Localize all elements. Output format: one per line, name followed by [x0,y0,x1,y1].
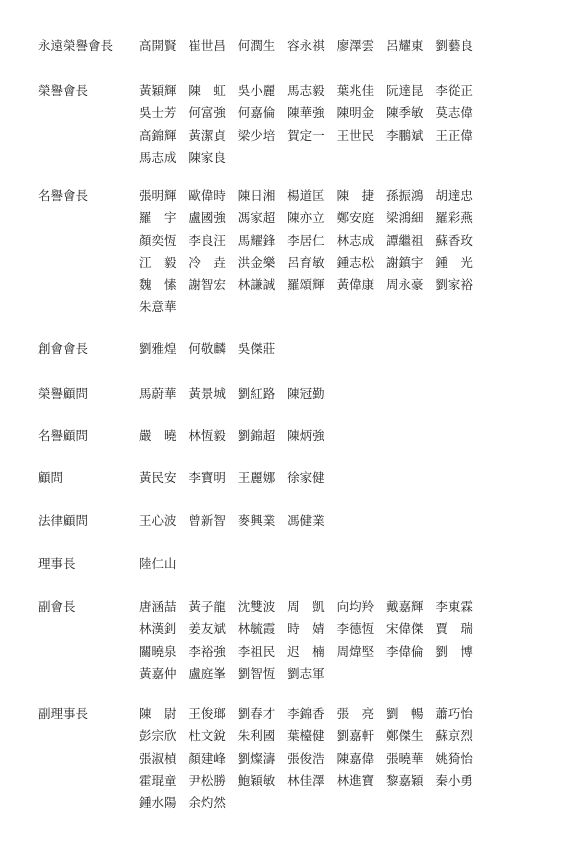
person-name: 歐偉時 [188,188,226,203]
name-list [139,553,489,575]
person-name: 麥興業 [237,513,276,528]
person-name: 陳嘉偉 [336,750,375,766]
person-name: 葉檯健 [287,728,325,744]
person-name: 馮家超 [237,210,276,226]
name-list [139,703,489,814]
name-row [139,230,489,252]
person-name: 羅頌輝 [287,277,325,293]
name-row [139,207,489,229]
name-row [139,125,489,147]
person-name: 李偉倫 [385,643,424,659]
person-name: 陳季敏 [385,105,424,121]
person-name: 高錦輝 [139,127,177,143]
person-name: 馬志成 [139,149,177,165]
name-list [139,35,489,57]
person-name: 江 毅 [139,254,177,270]
person-name: 鮑穎敏 [237,772,276,788]
person-name: 王心波 [139,513,177,528]
person-name: 黃民安 [139,470,177,485]
person-name: 何潤生 [237,38,276,53]
person-name: 霍琨童 [139,772,177,788]
person-name: 李錦香 [287,706,325,721]
person-name: 劉志軍 [287,665,325,681]
role-title: 創會會長 [38,341,89,356]
person-name: 周永豪 [385,277,424,293]
role-title: 副理事長 [38,706,89,721]
name-row [139,641,489,663]
person-name: 賀定一 [287,127,325,143]
person-name: 劉紅路 [237,386,276,401]
name-list [139,467,489,489]
person-name: 林毓霞 [237,621,276,637]
person-name: 陳華強 [287,105,325,121]
person-name: 李從正 [435,83,473,98]
person-name: 秦小勇 [435,772,473,788]
person-name: 王世民 [336,127,375,143]
person-name: 李祖民 [237,643,276,659]
person-name: 劉嘉軒 [336,728,375,744]
name-list [139,80,489,169]
person-name: 賈 瑞 [435,621,473,637]
person-name: 黃子龍 [188,599,226,614]
person-name: 陳 尉 [139,706,177,721]
person-name: 林漢釗 [139,621,177,637]
name-row [139,274,489,296]
person-name: 劉家裕 [435,277,473,293]
role-title: 永遠榮譽會長 [38,38,114,53]
name-list [139,338,489,360]
name-row [139,770,489,792]
name-row [139,252,489,274]
person-name: 梁鴻細 [385,210,424,226]
person-name: 呂耀東 [385,38,424,53]
person-name: 顏奕恆 [139,232,177,248]
person-name: 魏 愫 [139,277,177,293]
person-name: 黃嘉仲 [139,665,177,681]
person-name: 曾新智 [188,513,226,528]
person-name: 陳炳強 [287,428,325,443]
name-row [139,296,489,318]
person-name: 李東霖 [435,599,473,614]
person-name: 胡達忠 [435,188,473,203]
person-name: 劉 博 [435,643,473,659]
name-row [139,596,489,618]
name-row [139,510,489,532]
name-row [139,618,489,640]
person-name: 姜友斌 [188,621,226,637]
person-name: 冷 垚 [188,254,226,270]
role-title: 名譽顧問 [38,428,89,443]
person-name: 李寶明 [188,470,226,485]
person-name: 林志成 [336,232,375,248]
person-name: 林恆毅 [188,428,226,443]
person-name: 謝智宏 [188,277,226,293]
name-row [139,467,489,489]
person-name: 黃穎輝 [139,83,177,98]
person-name: 謝鎮宇 [385,254,424,270]
person-name: 容永祺 [287,38,325,53]
person-name: 李裕強 [188,643,226,659]
person-name: 陳日湘 [237,188,276,203]
person-name: 黃偉康 [336,277,375,293]
person-name: 張曉華 [385,750,424,766]
person-name: 馬耀鋒 [237,232,276,248]
person-name: 黃景城 [188,386,226,401]
person-name: 劉燦濤 [237,750,276,766]
person-name: 劉雅煌 [139,341,177,356]
person-name: 劉 暢 [385,706,424,721]
person-name: 向均羚 [336,599,375,614]
person-name: 孫振鴻 [385,188,424,203]
person-name: 余灼然 [188,795,226,811]
person-name: 嚴 曉 [139,428,177,443]
person-name: 林謙誠 [237,277,276,293]
person-name: 王正偉 [435,127,473,143]
person-name: 羅 宇 [139,210,177,226]
person-name: 蘇香玫 [435,232,473,248]
name-row [139,147,489,169]
person-name: 陳明金 [336,105,375,121]
person-name: 沈雙波 [237,599,276,614]
person-name: 盧庭峯 [188,665,226,681]
name-list [139,510,489,532]
person-name: 葉兆佳 [336,83,375,98]
person-name: 徐家健 [287,470,325,485]
name-list [139,185,489,319]
name-list [139,425,489,447]
person-name: 迟 楠 [287,643,325,659]
person-name: 羅彩燕 [435,210,473,226]
person-name: 阮達昆 [385,83,424,98]
name-row [139,102,489,124]
person-name: 陳冠勤 [287,386,325,401]
name-row [139,748,489,770]
person-name: 洪金樂 [237,254,276,270]
person-name: 盧國強 [188,210,226,226]
person-name: 廖澤雲 [336,38,375,53]
person-name: 關曉泉 [139,643,177,659]
person-name: 陳亦立 [287,210,325,226]
person-name: 杜文銳 [188,728,226,744]
person-name: 劉錦超 [237,428,276,443]
person-name: 吳士芳 [139,105,177,121]
person-name: 陸仁山 [139,556,177,571]
person-name: 時 婧 [287,621,325,637]
person-name: 張俊浩 [287,750,325,766]
person-name: 陳 虹 [188,83,226,98]
role-title: 名譽會長 [38,188,89,203]
person-name: 朱意華 [139,299,177,315]
person-name: 梁少培 [237,127,276,143]
person-name: 朱利國 [237,728,276,744]
name-row [139,425,489,447]
person-name: 宋偉傑 [385,621,424,637]
name-row [139,185,489,207]
person-name: 崔世昌 [188,38,226,53]
person-name: 李鵬斌 [385,127,424,143]
person-name: 林佳澤 [287,772,325,788]
person-name: 鄭傑生 [385,728,424,744]
name-row [139,553,489,575]
person-name: 陳家良 [188,149,226,165]
person-name: 彭宗欣 [139,728,177,744]
person-name: 何敬麟 [188,341,226,356]
person-name: 尹松勝 [188,772,226,788]
person-name: 鄭安庭 [336,210,375,226]
name-row [139,80,489,102]
name-list [139,596,489,685]
person-name: 鍾 光 [435,254,473,270]
name-row [139,338,489,360]
name-list [139,383,489,405]
name-row [139,663,489,685]
person-name: 鍾水陽 [139,795,177,811]
person-name: 劉藝良 [435,38,473,53]
role-title: 法律顧問 [38,513,89,528]
name-row [139,383,489,405]
person-name: 林進寶 [336,772,375,788]
person-name: 姚猗怡 [435,750,473,766]
person-name: 張 亮 [336,706,375,721]
person-name: 張明輝 [139,188,177,203]
person-name: 呂育敏 [287,254,325,270]
person-name: 吳小麗 [237,83,276,98]
person-name: 何富強 [188,105,226,121]
person-name: 馬蔚華 [139,386,177,401]
person-name: 馬志毅 [287,83,325,98]
person-name: 周煒堅 [336,643,375,659]
person-name: 黃潔貞 [188,127,226,143]
person-name: 王俊瑯 [188,706,226,721]
person-name: 何嘉倫 [237,105,276,121]
person-name: 李居仁 [287,232,325,248]
person-name: 蘇京烈 [435,728,473,744]
person-name: 張淑楨 [139,750,177,766]
person-name: 李良汪 [188,232,226,248]
role-title: 榮譽會長 [38,83,89,98]
name-row [139,725,489,747]
role-title: 理事長 [38,556,76,571]
person-name: 馮健業 [287,513,325,528]
name-row [139,703,489,725]
person-name: 唐涵喆 [139,599,177,614]
person-name: 高開賢 [139,38,177,53]
role-title: 副會長 [38,599,76,614]
person-name: 鍾志松 [336,254,375,270]
person-name: 吳傑莊 [237,341,276,356]
person-name: 劉春才 [237,706,276,721]
person-name: 顏建峰 [188,750,226,766]
person-name: 劉智恆 [237,665,276,681]
person-name: 陳 捷 [336,188,375,203]
person-name: 戴嘉輝 [385,599,424,614]
role-title: 顧問 [38,470,64,485]
name-row [139,792,489,814]
role-title: 榮譽顧問 [38,386,89,401]
person-name: 蕭巧怡 [435,706,473,721]
person-name: 莫志偉 [435,105,473,121]
person-name: 周 凱 [287,599,325,614]
name-row [139,35,489,57]
person-name: 黎嘉穎 [385,772,424,788]
person-name: 李德恆 [336,621,375,637]
person-name: 譚繼祖 [385,232,424,248]
person-name: 王麗娜 [237,470,276,485]
person-name: 楊道匡 [287,188,325,203]
